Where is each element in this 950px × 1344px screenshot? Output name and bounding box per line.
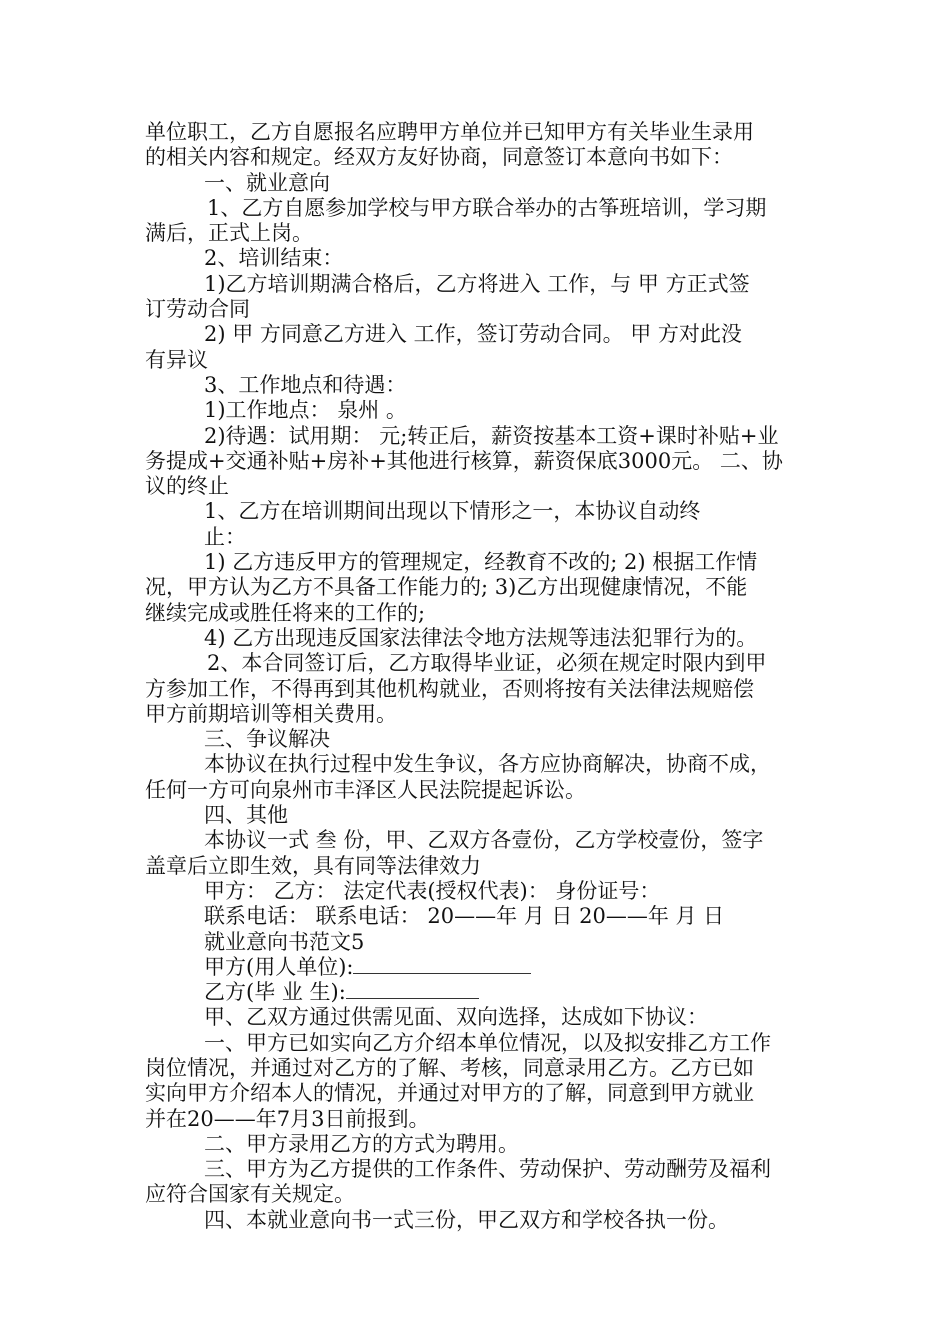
text-line: 岗位情况，并通过对乙方的了解、考核，同意录用乙方。乙方已如	[145, 1055, 754, 1080]
text-line: 2) 甲 方同意乙方进入 工作，签订劳动合同。 甲 方对此没	[204, 322, 742, 347]
text-line: 1) 乙方违反甲方的管理规定，经教育不改的; 2) 根据工作情	[204, 550, 758, 575]
text-line: 本协议在执行过程中发生争议，各方应协商解决，协商不成，	[204, 752, 771, 777]
contact-date-line: 联系电话： 联系电话： 20——年 月 日 20——年 月 日	[204, 904, 725, 929]
text-line: 三、甲方为乙方提供的工作条件、劳动保护、劳动酬劳及福利	[204, 1157, 771, 1182]
text-line: 单位职工，乙方自愿报名应聘甲方单位并已知甲方有关毕业生录用	[145, 120, 754, 144]
text-line: 订劳动合同	[145, 297, 250, 322]
text-line: 有异议	[145, 347, 208, 372]
section-heading: 一、就业意向	[204, 170, 330, 195]
text-line: 甲、乙双方通过供需见面、双向选择，达成如下协议：	[204, 1005, 708, 1030]
text-line: 方参加工作，不得再到其他机构就业，否则将按有关法律法规赔偿	[145, 676, 754, 701]
text-line: 本协议一式 叁 份，甲、乙双方各壹份，乙方学校壹份，签字	[204, 828, 764, 853]
text-line: 1)乙方培训期满合格后，乙方将进入 工作，与 甲 方正式签	[204, 271, 750, 296]
subsection-heading: 3、工作地点和待遇：	[204, 372, 407, 397]
text-line: 应符合国家有关规定。	[145, 1182, 355, 1207]
party-b-blank	[346, 980, 479, 999]
document-body	[145, 120, 810, 1233]
section-heading: 四、其他	[204, 803, 288, 828]
text-line: 实向甲方介绍本人的情况，并通过对甲方的了解，同意到甲方就业	[145, 1081, 754, 1106]
section-heading: 三、争议解决	[204, 727, 330, 752]
text-line: 议的终止	[145, 474, 229, 499]
text-line: 继续完成或胜任将来的工作的;	[145, 600, 426, 625]
text-line: 务提成+交通补贴+房补+其他进行核算，薪资保底3000元。 二、协	[145, 448, 783, 473]
text-line: 2、本合同签订后，乙方取得毕业证，必须在规定时限内到甲	[207, 651, 767, 676]
party-a-field	[145, 955, 810, 980]
text-line: 1、乙方在培训期间出现以下情形之一，本协议自动终	[204, 499, 701, 524]
text-line: 任何一方可向泉州市丰泽区人民法院提起诉讼。	[145, 777, 586, 802]
text-line: 并在20——年7月3日前报到。	[145, 1106, 430, 1131]
text-line: 甲方前期培训等相关费用。	[145, 701, 397, 726]
party-b-field	[145, 980, 810, 1005]
text-line: 止：	[204, 524, 246, 549]
text-line: 4) 乙方出现违反国家法律法令地方法规等违法犯罪行为的。	[204, 625, 758, 650]
party-b-label: 乙方(毕 业 生):	[204, 980, 346, 1005]
text-line: 二、甲方录用乙方的方式为聘用。	[204, 1131, 519, 1156]
text-line: 盖章后立即生效，具有同等法律效力	[145, 853, 481, 878]
party-a-label: 甲方(用人单位):	[204, 954, 354, 979]
text-line: 1、乙方自愿参加学校与甲方联合举办的古筝班培训，学习期	[207, 195, 767, 220]
text-line: 况，甲方认为乙方不具备工作能力的; 3)乙方出现健康情况，不能	[145, 575, 748, 600]
text-line: 2)待遇：试用期： 元;转正后，薪资按基本工资+课时补贴+业	[204, 423, 779, 448]
text-line: 一、甲方已如实向乙方介绍本单位情况，以及拟安排乙方工作	[204, 1030, 771, 1055]
signature-line: 甲方： 乙方： 法定代表(授权代表)： 身份证号：	[204, 878, 661, 903]
document-subtitle: 就业意向书范文5	[204, 929, 365, 954]
subsection-heading: 2、培训结束：	[204, 246, 344, 271]
text-line: 满后，正式上岗。	[145, 221, 313, 246]
text-line: 1)工作地点： 泉州 。	[204, 398, 407, 423]
text-line: 的相关内容和规定。经双方友好协商，同意签订本意向书如下：	[145, 145, 733, 170]
party-a-blank	[353, 955, 531, 974]
text-line: 四、本就业意向书一式三份，甲乙双方和学校各执一份。	[204, 1207, 729, 1232]
